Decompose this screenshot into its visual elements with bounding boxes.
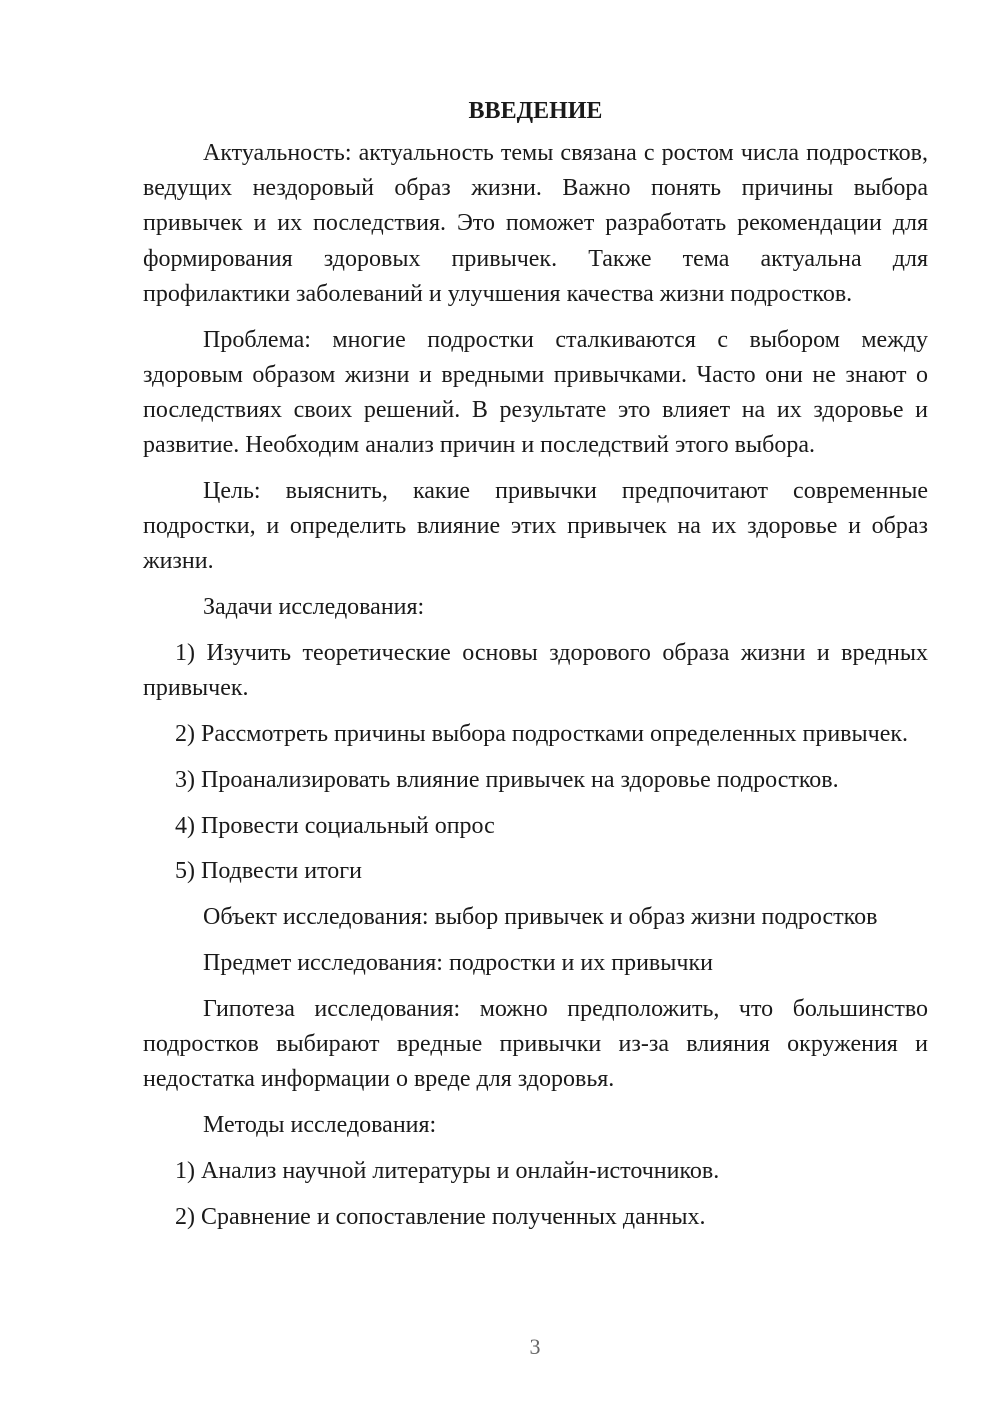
task-item: 5) Подвести итоги [175,858,362,885]
paragraph-problem: Проблема: многие подростки сталкиваются с выбором между здоровым образом жизни и вредными привычками. Часто они не знают о последствиях своих решений. В результате это влияет на их здоровье и развитие. Необходим анализ причин и последствий этого выбора. [143,326,928,459]
task-item: 2) Рассмотреть причины выбора подростками определенных привычек. [175,721,909,748]
task-item: 1) Изучить теоретические основы здорового образа жизни и вредных привычек. [143,640,928,702]
task-item: 4) Провести социальный опрос [175,812,495,839]
section-title: ВВЕДЕНИЕ [468,98,603,124]
page-content [143,96,928,1245]
research-object: Объект исследования: выбор привычек и образ жизни подростков [203,904,878,931]
page-number: 3 [529,1334,541,1359]
tasks-heading: Задачи исследования: [203,594,425,621]
research-hypothesis: Гипотеза исследования: можно предположить, что большинство подростков выбирают вредные привычки из-за влияния окружения и недостатка информации о вреде для здоровья. [143,995,928,1093]
methods-heading: Методы исследования: [203,1112,437,1138]
method-item: 1) Анализ научной литературы и онлайн-источников. [175,1157,720,1184]
task-item: 3) Проанализировать влияние привычек на здоровье подростков. [175,766,839,793]
paragraph-relevance: Актуальность: актуальность темы связана с ростом числа подростков, ведущих нездоровый образ жизни. Важно понять причины выбора привычек и их последствия. Это поможет разработать рекомендации для формирования здоровых привычек. Также тема актуальна для профилактики заболеваний и улучшения качества жизни подростков. [143,140,928,307]
paragraph-goal: Цель: выяснить, какие привычки предпочитают современные подростки, и определить влияние этих привычек на их здоровье и образ жизни. [143,478,928,575]
method-item: 2) Сравнение и сопоставление полученных данных. [175,1203,706,1230]
research-subject: Предмет исследования: подростки и их привычки [203,950,713,976]
